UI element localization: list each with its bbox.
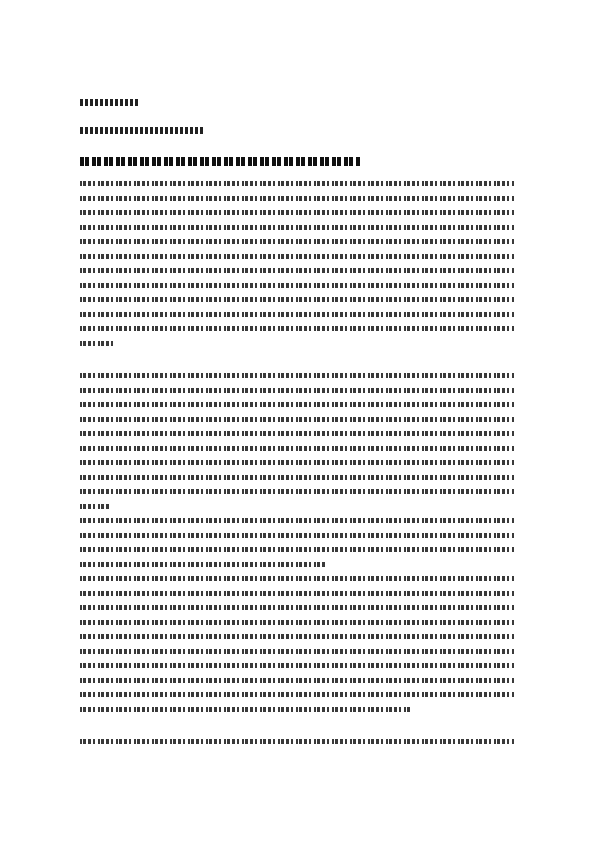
text-line bbox=[80, 533, 514, 538]
paragraph-3 bbox=[80, 518, 514, 576]
text-line bbox=[80, 739, 514, 744]
text-line bbox=[80, 692, 514, 697]
text-line bbox=[80, 417, 514, 422]
text-line bbox=[80, 475, 514, 480]
text-line bbox=[80, 341, 115, 346]
text-line bbox=[80, 591, 514, 596]
paragraph-4 bbox=[80, 576, 514, 721]
text-line bbox=[80, 297, 514, 302]
text-line bbox=[80, 678, 514, 683]
text-line bbox=[80, 239, 514, 244]
text-line bbox=[80, 312, 514, 317]
text-line bbox=[80, 373, 514, 378]
text-line bbox=[80, 576, 514, 581]
text-line bbox=[80, 431, 514, 436]
text-line bbox=[80, 489, 514, 494]
text-line bbox=[80, 254, 514, 259]
text-line bbox=[80, 707, 410, 712]
text-line bbox=[80, 181, 514, 186]
text-line bbox=[80, 196, 514, 201]
text-line bbox=[80, 225, 514, 230]
text-line bbox=[80, 504, 110, 509]
text-line bbox=[80, 388, 514, 393]
section-heading bbox=[80, 157, 360, 166]
paragraph-2 bbox=[80, 373, 514, 518]
text-line bbox=[80, 268, 514, 273]
paragraph-1 bbox=[80, 181, 514, 355]
text-line bbox=[80, 402, 514, 407]
text-line bbox=[80, 547, 514, 552]
text-line bbox=[80, 634, 514, 639]
text-line bbox=[80, 605, 514, 610]
text-line bbox=[80, 518, 514, 523]
text-line bbox=[80, 663, 514, 668]
text-line bbox=[80, 326, 514, 331]
text-line bbox=[80, 460, 514, 465]
text-line bbox=[80, 620, 514, 625]
header-line-2 bbox=[80, 127, 205, 134]
text-line bbox=[80, 210, 514, 215]
paragraph-5 bbox=[80, 739, 514, 754]
text-line bbox=[80, 649, 514, 654]
header-line-1 bbox=[80, 99, 140, 106]
text-line bbox=[80, 446, 514, 451]
text-line bbox=[80, 562, 327, 567]
text-line bbox=[80, 283, 514, 288]
